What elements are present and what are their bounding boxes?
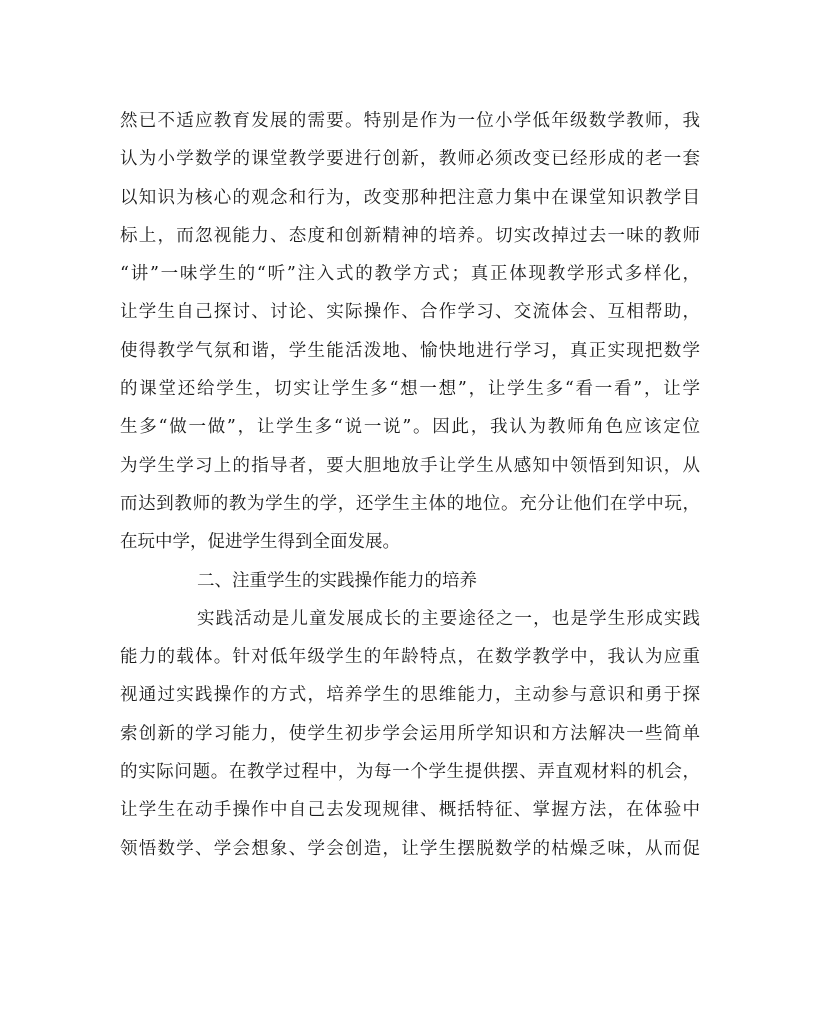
text-line: 为学生学习上的指导者，要大胆地放手让学生从感知中领悟到知识，从 [120,455,700,476]
text-line: 生多“做一做”，让学生多“说一说”。因此，我认为教师角色应该定位 [120,417,700,438]
text-line: 的实际问题。在教学过程中，为每一个学生提供摆、弄直观材料的机会， [120,762,700,783]
text-line: 使得教学气氛和谐，学生能活泼地、愉快地进行学习，真正实现把数学 [120,340,700,361]
text-line: 的课堂还给学生，切实让学生多“想一想”，让学生多“看一看”，让学 [120,379,700,400]
section-heading: 二、注重学生的实践操作能力的培养 [197,570,477,591]
text-line: 实践活动是儿童发展成长的主要途径之一，也是学生形成实践 [197,608,700,629]
text-line: 视通过实践操作的方式，培养学生的思维能力，主动参与意识和勇于探 [120,685,700,706]
text-line: 能力的载体。针对低年级学生的年龄特点，在数学教学中，我认为应重 [120,647,700,668]
text-line: 领悟数学、学会想象、学会创造，让学生摆脱数学的枯燥乏味，从而促 [120,838,700,859]
text-line: 而达到教师的教为学生的学，还学生主体的地位。充分让他们在学中玩， [120,493,700,514]
text-line: 然已不适应教育发展的需要。特别是作为一位小学低年级数学教师，我 [120,111,700,131]
text-line: 在玩中学，促进学生得到全面发展。 [120,532,400,553]
text-line: “讲”一味学生的“听”注入式的教学方式；真正体现教学形式多样化， [120,264,700,285]
text-line: 让学生在动手操作中自己去发现规律、概括特征、掌握方法，在体验中 [120,800,700,821]
text-line: 索创新的学习能力，使学生初步学会运用所学知识和方法解决一些简单 [120,723,700,744]
document-body [120,102,700,868]
text-line: 标上，而忽视能力、态度和创新精神的培养。切实改掉过去一味的教师 [120,225,700,246]
text-line: 认为小学数学的课堂教学要进行创新，教师必须改变已经形成的老一套 [120,149,700,170]
text-line: 让学生自己探讨、讨论、实际操作、合作学习、交流体会、互相帮助， [120,302,700,323]
text-line: 以知识为核心的观念和行为，改变那种把注意力集中在课堂知识教学目 [120,187,700,208]
